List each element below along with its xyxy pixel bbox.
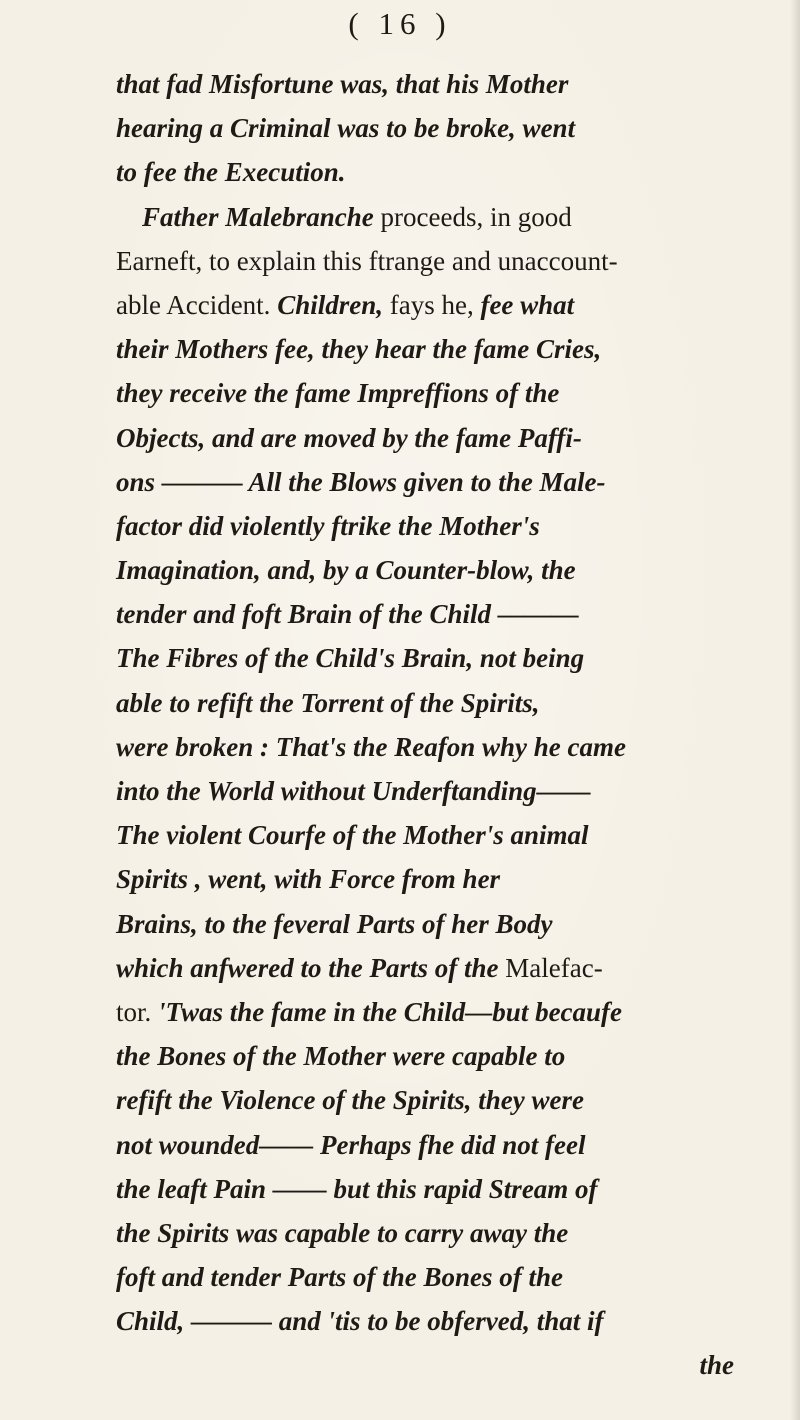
page-number: ( 16 ): [348, 6, 452, 41]
text-line: they receive the fame Impreffions of the: [116, 378, 560, 409]
text-line: tor. 'Twas the fame in the Child—but becaufe: [116, 996, 623, 1027]
text-line: into the World without Underftanding——: [116, 776, 591, 806]
text-line: not wounded—— Perhaps fhe did not feel: [116, 1129, 586, 1160]
page-edge-shadow: [790, 0, 800, 1420]
text-line: Spirits , went, with Force from her: [116, 864, 501, 895]
text-line: able Accident. Children, fays he, fee what: [116, 289, 575, 320]
catchword: the: [699, 1350, 734, 1381]
text-line: tender and foft Brain of the Child ———: [116, 599, 579, 630]
text-line: which anfwered to the Parts of the Malefac-: [116, 952, 603, 983]
text-line: that fad Misfortune was, that his Mother: [116, 69, 569, 99]
paragraph-start-line: Father Malebranche proceeds, in good: [142, 201, 572, 232]
text-line: hearing a Criminal was to be broke, went: [116, 113, 576, 144]
text-line: The violent Courfe of the Mother's animal: [116, 820, 589, 851]
text-line: Imagination, and, by a Counter-blow, the: [116, 555, 576, 586]
text-line: The Fibres of the Child's Brain, not being: [116, 643, 585, 674]
text-line: Objects, and are moved by the fame Paffi-: [116, 422, 582, 453]
text-line: their Mothers fee, they hear the fame Cries,: [116, 334, 602, 365]
text-line: were broken : That's the Reafon why he came: [116, 731, 626, 762]
text-line: Brains, to the feveral Parts of her Body: [116, 908, 553, 939]
text-line: refift the Violence of the Spirits, they were: [116, 1085, 584, 1116]
body-text: [116, 62, 736, 1388]
text-line: foft and tender Parts of the Bones of the: [116, 1262, 564, 1293]
text-line: able to refift the Torrent of the Spirits,: [116, 687, 540, 718]
text-line: factor did violently ftrike the Mother's: [116, 510, 540, 541]
text-line: to fee the Execution.: [116, 157, 346, 188]
text-line: Earneft, to explain this ftrange and unaccount-: [116, 245, 618, 276]
text-line: ons ——— All the Blows given to the Male-: [116, 466, 606, 497]
text-line: the leaft Pain —— but this rapid Stream of: [116, 1173, 598, 1204]
text-line: the Spirits was capable to carry away the: [116, 1217, 569, 1248]
text-line: the Bones of the Mother were capable to: [116, 1041, 566, 1072]
text-line: Child, ——— and 'tis to be obferved, that if: [116, 1306, 604, 1337]
